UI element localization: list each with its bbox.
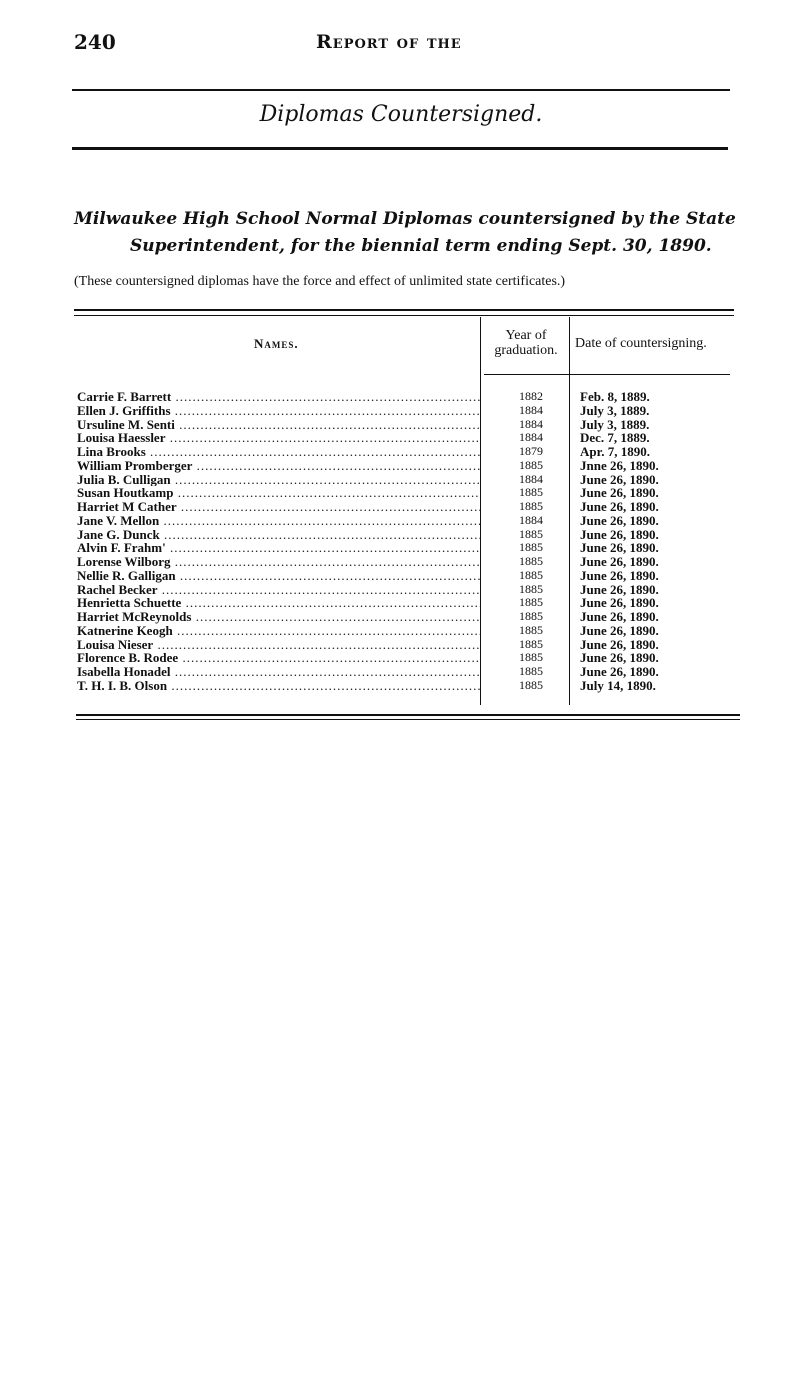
row-date: Apr. 7, 1890. xyxy=(580,444,650,459)
row-name: Rachel Becker ..... xyxy=(77,583,481,597)
header-bottom-rule xyxy=(484,374,730,375)
row-name: Carrie F. Barrett ..... xyxy=(77,390,481,404)
subtitle-line-1: Milwaukee High School Normal Diplomas countersigned by the State xyxy=(74,209,736,229)
row-year: 1884 xyxy=(519,430,543,445)
row-date: June 26, 1890. xyxy=(580,540,659,556)
column-header-year-line-1: Year of xyxy=(505,328,547,343)
row-date: June 26, 1890. xyxy=(580,485,659,501)
row-date: July 3, 1889. xyxy=(580,416,650,432)
row-year: 1885 xyxy=(519,650,543,665)
table-row xyxy=(77,665,737,679)
table-row xyxy=(77,583,737,597)
row-date: June 26, 1890. xyxy=(580,636,659,652)
row-name: Lina Brooks ..... xyxy=(77,445,481,459)
row-year: 1885 xyxy=(519,622,543,637)
subtitle xyxy=(74,206,774,260)
row-date: June 26, 1890. xyxy=(580,664,659,679)
table-bottom-rule-2 xyxy=(76,719,740,720)
row-name: Lorense Wilborg ..... xyxy=(77,555,481,569)
table-row xyxy=(77,418,737,432)
table-row xyxy=(77,569,737,583)
row-date: June 26, 1890. xyxy=(580,609,659,624)
column-header-date: Date of countersigning. xyxy=(575,336,707,351)
column-header-names: Names. xyxy=(254,336,299,351)
table-row xyxy=(77,390,737,404)
row-year: 1885 xyxy=(519,677,543,692)
table-row xyxy=(77,514,737,528)
row-name: Julia B. Culligan ..... xyxy=(77,473,481,487)
row-date: June 26, 1890. xyxy=(580,499,659,514)
table-row xyxy=(77,445,737,459)
table-row xyxy=(77,624,737,638)
table-top-rule-2 xyxy=(74,315,734,316)
table-top-rule-1 xyxy=(74,309,734,311)
row-date: June 26, 1890. xyxy=(580,526,659,542)
row-year: 1885 xyxy=(519,485,543,500)
row-name: Florence B. Rodee ..... xyxy=(77,651,481,665)
row-date: June 26, 1890. xyxy=(580,567,659,583)
row-date: June 26, 1890. xyxy=(580,650,659,666)
table-row xyxy=(77,679,737,693)
row-date: Jnne 26, 1890. xyxy=(580,457,659,473)
subtitle-line-2: Superintendent, for the biennial term ending Sept. 30, 1890. xyxy=(130,236,712,256)
section-title: Diplomas Countersigned. xyxy=(259,102,543,127)
table-row xyxy=(77,459,737,473)
row-date: June 26, 1890. xyxy=(580,622,659,638)
row-year: 1885 xyxy=(519,457,543,472)
row-year: 1885 xyxy=(519,636,543,651)
row-date: June 26, 1890. xyxy=(580,581,659,597)
row-name: Harriet McReynolds ..... xyxy=(77,610,481,624)
top-rule xyxy=(72,89,730,91)
title-bottom-rule xyxy=(72,147,728,150)
table-row xyxy=(77,473,737,487)
row-name: T. H. I. B. Olson ..... xyxy=(77,679,481,693)
row-name: Nellie R. Galligan ..... xyxy=(77,569,481,583)
table-row xyxy=(77,486,737,500)
row-name: Susan Houtkamp ..... xyxy=(77,486,481,500)
table-row xyxy=(77,500,737,514)
row-name: Louisa Nieser ..... xyxy=(77,638,481,652)
row-date: June 26, 1890. xyxy=(580,554,659,569)
table-row xyxy=(77,596,737,610)
row-year: 1885 xyxy=(519,540,543,555)
row-date: Feb. 8, 1889. xyxy=(580,389,650,404)
page-number: 240 xyxy=(74,30,116,54)
row-name: Ursuline M. Senti ..... xyxy=(77,418,481,432)
row-year: 1885 xyxy=(519,567,543,582)
row-name: Alvin F. Frahm' ..... xyxy=(77,541,481,555)
row-year: 1884 xyxy=(519,402,543,417)
row-year: 1884 xyxy=(519,512,543,527)
row-year: 1884 xyxy=(519,416,543,431)
row-name: Isabella Honadel ..... xyxy=(77,665,481,679)
row-year: 1885 xyxy=(519,526,543,541)
row-year: 1885 xyxy=(519,554,543,568)
row-year: 1885 xyxy=(519,581,543,596)
running-head: Report of the xyxy=(316,31,462,53)
table-body xyxy=(77,390,737,693)
table-row xyxy=(77,610,737,624)
column-header-year xyxy=(483,328,569,358)
row-year: 1882 xyxy=(519,389,543,403)
row-year: 1879 xyxy=(519,444,543,458)
table-row xyxy=(77,541,737,555)
table-row xyxy=(77,404,737,418)
table-bottom-rule-1 xyxy=(76,714,740,716)
table-row xyxy=(77,651,737,665)
note: (These countersigned diplomas have the force and effect of unlimited state certificates.) xyxy=(74,274,566,289)
row-date: June 26, 1890. xyxy=(580,595,659,611)
row-date: Dec. 7, 1889. xyxy=(580,430,650,446)
row-name: Katnerine Keogh ..... xyxy=(77,624,481,638)
row-name: Harriet M Cather ..... xyxy=(77,500,481,514)
row-date: June 26, 1890. xyxy=(580,512,659,528)
row-year: 1885 xyxy=(519,609,543,623)
column-header-year-line-2: graduation. xyxy=(494,343,558,358)
row-name: Henrietta Schuette ..... xyxy=(77,596,481,610)
row-name: Jane G. Dunck ..... xyxy=(77,528,481,542)
table-row xyxy=(77,638,737,652)
table-row xyxy=(77,528,737,542)
row-name: Jane V. Mellon ..... xyxy=(77,514,481,528)
row-name: William Promberger ..... xyxy=(77,459,481,473)
row-name: Ellen J. Griffiths ..... xyxy=(77,404,481,418)
row-date: June 26, 1890. xyxy=(580,471,659,487)
row-name: Louisa Haessler ..... xyxy=(77,431,481,445)
row-year: 1885 xyxy=(519,499,543,513)
table-row xyxy=(77,431,737,445)
row-year: 1885 xyxy=(519,595,543,610)
row-year: 1885 xyxy=(519,664,543,678)
row-date: July 3, 1889. xyxy=(580,402,650,418)
table-row xyxy=(77,555,737,569)
row-year: 1884 xyxy=(519,471,543,486)
row-date: July 14, 1890. xyxy=(580,677,656,693)
